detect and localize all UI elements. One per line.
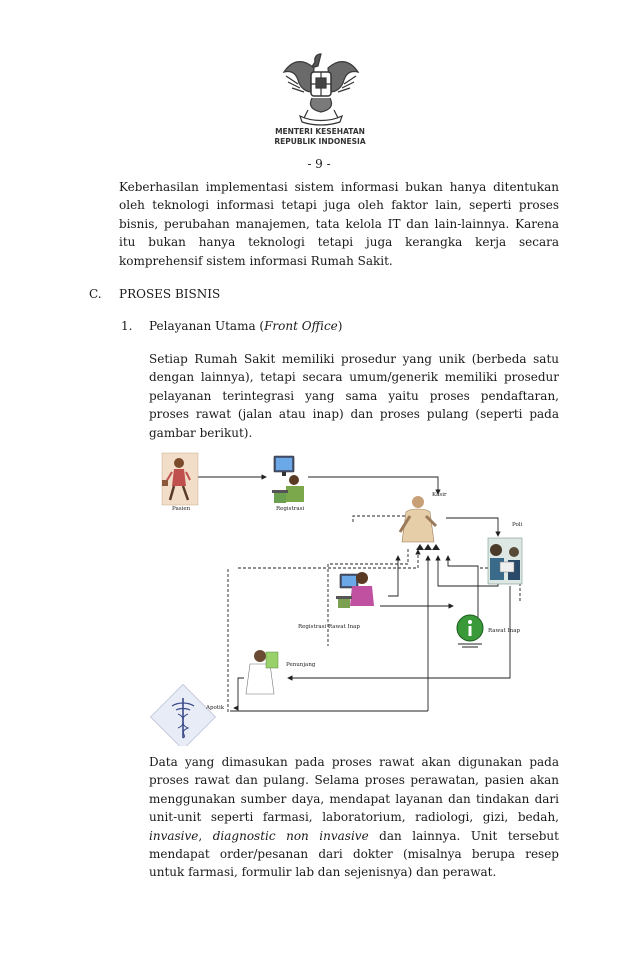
front-office-process-diagram <box>148 446 548 746</box>
subsection-title-italic: Front Office <box>264 319 338 333</box>
ministry-name <box>250 127 390 147</box>
subsection-number: 1. <box>121 319 133 333</box>
rawat-inap-icon <box>457 615 483 647</box>
flow-penunjang-apotik <box>234 678 244 708</box>
page-number: - 9 - <box>307 157 331 171</box>
section-letter: C. <box>89 287 102 301</box>
registrasi-icon <box>272 456 304 503</box>
process-detail-paragraph <box>149 753 559 882</box>
label-registrasi-rawat-inap: Registrasi Rawat Inap <box>298 624 360 630</box>
label-rawat-inap: Rawat Inap <box>488 628 521 634</box>
process-intro-paragraph: Setiap Rumah Sakit memiliki prosedur yang unik (berbeda satu dengan lainnya), tetapi secara umum/generik memiliki prosedur pelayanan terintegrasi yang sama yaitu proses pendaftaran, proses rawat (jalan atau inap) dan proses pulang (seperti pada gambar berikut). <box>149 352 559 440</box>
label-poli: Poli <box>512 522 523 528</box>
apotik-icon <box>150 684 215 746</box>
label-pasien: Pasien <box>172 506 191 512</box>
paragraph-3-italic-2: diagnostic non invasive <box>212 828 369 843</box>
label-registrasi: Registrasi <box>276 506 305 512</box>
paragraph-3-italic-1: invasive <box>149 828 199 843</box>
penunjang-icon <box>246 650 278 694</box>
subsection-title-prefix: Pelayanan Utama ( <box>149 319 265 333</box>
flow-kasir-poli <box>446 518 498 536</box>
label-kasir: Kasir <box>432 492 447 498</box>
flow-rawatinap-kasir <box>448 556 478 621</box>
pasien-icon <box>162 453 198 505</box>
subsection-title-suffix: ) <box>337 319 343 333</box>
intro-paragraph: Keberhasilan implementasi sistem informasi bukan hanya ditentukan oleh teknologi informasi tetapi juga oleh faktor lain, seperti proses bisnis, perubahan manajemen, tata kelola IT dan lain-lainnya. Karena itu bukan hanya teknologi tetapi juga kerangka kerja secara komprehensif sistem informasi Rumah Sakit. <box>119 180 559 268</box>
ministry-line-1: MENTERI KESEHATAN <box>275 127 365 136</box>
paragraph-3-separator: , <box>198 828 213 843</box>
label-penunjang: Penunjang <box>286 662 316 668</box>
flow-registrasi-kasir <box>308 477 438 494</box>
poli-icon <box>488 538 522 584</box>
paragraph-3-part-2: dan lainnya. Unit tersebut mendapat order/pesanan dari dokter (misalnya berupa resep untuk farmasi, formulir lab dan sejenisnya) dan perawat. <box>149 828 559 880</box>
section-title: PROSES BISNIS <box>119 287 221 301</box>
garuda-emblem-icon <box>278 48 364 128</box>
kasir-icon <box>400 496 440 550</box>
paragraph-3-part-1: Data yang dimasukan pada proses rawat akan digunakan pada proses rawat dan pulang. Selama proses perawatan, pasien akan menggunakan sumber daya, mendapat layanan dan tindakan dari unit-unit seperti farmasi, laboratorium, radiologi, gizi, bedah, <box>149 755 559 825</box>
label-apotik: Apotik <box>206 705 225 711</box>
subsection-title <box>149 319 342 333</box>
flow-registrasi-inap <box>388 556 398 596</box>
registrasi-rawat-inap-icon <box>336 572 374 608</box>
ministry-line-2: REPUBLIK INDONESIA <box>274 137 366 146</box>
dashed-reginap-poli <box>353 516 413 522</box>
